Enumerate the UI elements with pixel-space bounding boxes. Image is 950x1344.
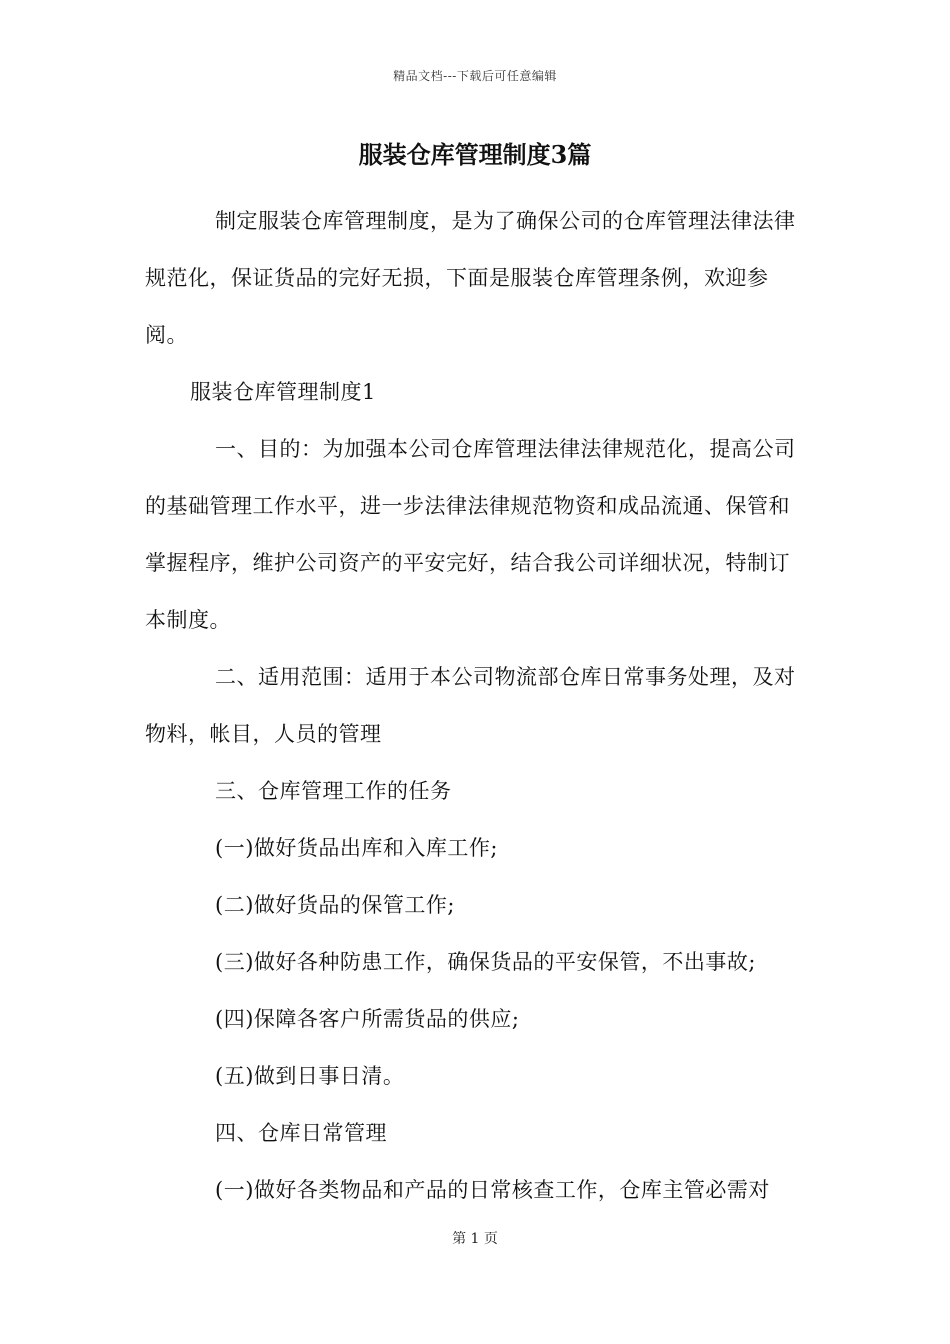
subsection-heading: 四、仓库日常管理 bbox=[215, 1121, 387, 1145]
intro-paragraph: 制定服装仓库管理制度，是为了确保公司的仓库管理法律法律规范化，保证货品的完好无损，下面是服装仓库管理条例，欢迎参阅。 bbox=[145, 209, 796, 347]
list-item: (一)做好各类物品和产品的日常核查工作，仓库主管必需对 bbox=[215, 1178, 770, 1202]
document-body bbox=[145, 193, 810, 1219]
list-item: (一)做好货品出库和入库工作; bbox=[215, 836, 498, 860]
page-number: 第 1 页 bbox=[452, 1231, 498, 1247]
list-item: (三)做好各种防患工作，确保货品的平安保管，不出事故; bbox=[215, 950, 756, 974]
body-paragraph: 二、适用范围：适用于本公司物流部仓库日常事务处理，及对物料，帐目，人员的管理 bbox=[145, 665, 796, 746]
page-header: 精品文档---下载后可任意编辑 bbox=[393, 69, 557, 83]
list-item: (四)保障各客户所需货品的供应; bbox=[215, 1007, 520, 1031]
section-heading: 服装仓库管理制度1 bbox=[190, 380, 376, 404]
document-title: 服装仓库管理制度3篇 bbox=[358, 140, 592, 169]
list-item: (二)做好货品的保管工作; bbox=[215, 893, 455, 917]
list-item: (五)做到日事日清。 bbox=[215, 1064, 405, 1088]
body-paragraph: 一、目的：为加强本公司仓库管理法律法律规范化，提高公司的基础管理工作水平，进一步法律法律规范物资和成品流通、保管和掌握程序，维护公司资产的平安完好，结合我公司详细状况，特制订本制度。 bbox=[145, 437, 796, 632]
subsection-heading: 三、仓库管理工作的任务 bbox=[215, 779, 452, 803]
